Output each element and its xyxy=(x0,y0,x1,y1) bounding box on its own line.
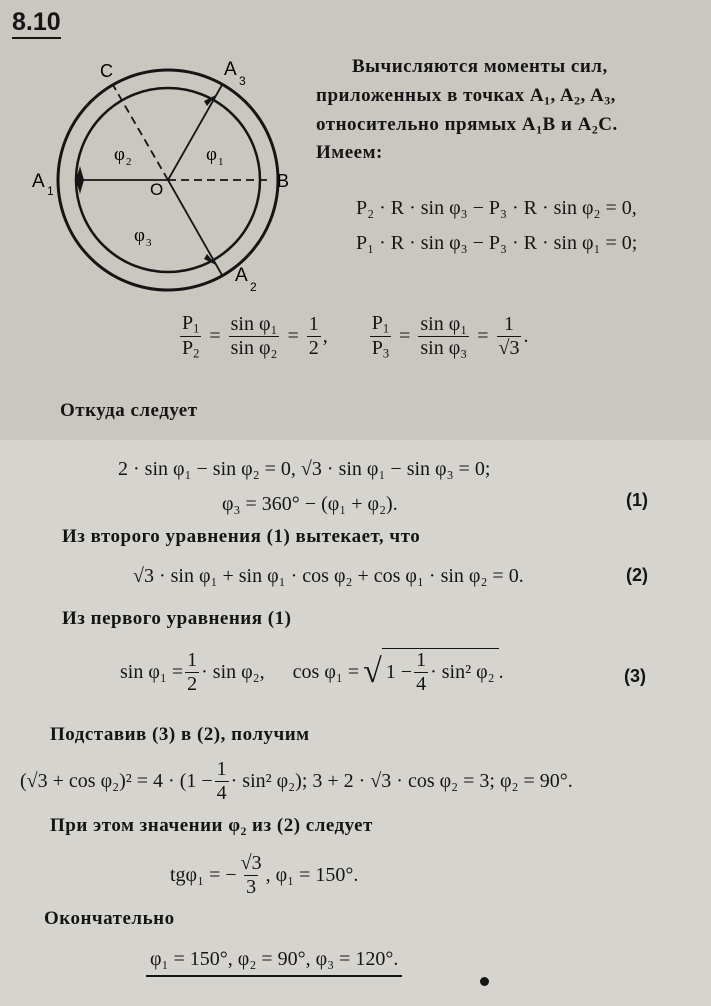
label-a3-sub: 3 xyxy=(239,74,246,88)
line-4-a: sin φ₁ = xyxy=(120,660,184,683)
ratio2-root-den: √3 xyxy=(498,336,520,359)
line-4-root-a: 1 − xyxy=(385,661,413,683)
line-4-root-b: · sin² φ₂ xyxy=(430,661,495,683)
ratio2-root-num: 1 xyxy=(503,312,514,335)
ratio1-sin-num: sin φ₁ xyxy=(230,312,278,335)
intro-line-3c: B и A xyxy=(542,114,592,135)
text-3: Подставив (3) в (2), получим xyxy=(50,724,310,745)
ratio2-p-fraction xyxy=(370,312,391,360)
equation-2: P₁ · R · sin φ₃ − P₃ · R · sin φ₁ = 0; xyxy=(356,232,638,254)
sqrt-radicand xyxy=(382,648,499,696)
ratio1-half-den: 2 xyxy=(308,336,319,359)
intro-line-3a: относительно прямых A xyxy=(316,114,537,135)
ratio1-comma: , xyxy=(322,324,328,347)
line-6-den: 3 xyxy=(246,876,257,898)
ratio2-sin-num: sin φ₁ xyxy=(420,312,468,335)
intro-line-2c: , A xyxy=(550,85,575,106)
line-4-end: . xyxy=(498,660,504,683)
line-3: √3 · sin φ₁ + sin φ₁ · cos φ₂ + cos φ₁ · sin φ₂ = 0. xyxy=(133,565,524,587)
ratio2-eq-a: = xyxy=(399,324,411,347)
line-4-quarter-num: 1 xyxy=(416,649,427,671)
line-6 xyxy=(170,852,358,899)
ratio2-p-num: $P_1$ xyxy=(371,312,390,336)
intro-line-3e: C. xyxy=(598,114,618,135)
final-dot xyxy=(480,977,489,986)
line-2: φ₃ = 360° − (φ₁ + φ₂). xyxy=(222,493,398,515)
label-a2-sub: 2 xyxy=(250,280,257,294)
line-6-a: tgφ₁ = − xyxy=(170,864,237,886)
label-o: O xyxy=(150,180,164,199)
ratio1-p-den: $P_2$ xyxy=(182,336,200,361)
ratio2-eq-b: = xyxy=(477,324,489,347)
line-6-fraction xyxy=(239,852,264,899)
line-o-a2 xyxy=(168,180,222,275)
equation-1: P₂ · R · sin φ₃ − P₃ · R · sin φ₂ = 0, xyxy=(356,197,637,219)
ratio1-p-fraction xyxy=(180,312,201,360)
line-5-quarter xyxy=(215,758,229,805)
intro-line-2e: , A xyxy=(580,85,605,106)
line-6-b: , φ₁ = 150°. xyxy=(265,864,359,886)
intro-line-3 xyxy=(316,114,618,137)
ratio1-half-fraction xyxy=(307,313,321,360)
label-phi2-sub: 2 xyxy=(126,156,132,168)
line-1: 2 · sin φ₁ − sin φ₂ = 0, √3 · sin φ₁ − sin φ₃ = 0; xyxy=(118,458,491,480)
eq-number-3: (3) xyxy=(624,666,646,686)
line-4-half xyxy=(185,649,199,696)
intro-line-3d: 2 xyxy=(591,123,599,137)
figure-circle-diagram xyxy=(30,55,300,295)
label-b: B xyxy=(277,171,290,191)
label-a3: A xyxy=(224,59,237,80)
intro-line-2d: 2 xyxy=(574,94,581,108)
problem-number: 8.10 xyxy=(12,8,61,39)
ratio1-eq-b: = xyxy=(287,324,299,347)
label-a1: A xyxy=(32,171,45,192)
label-a1-sub: 1 xyxy=(47,184,54,198)
intro-line-2a: приложенных в точках A xyxy=(316,85,545,106)
label-phi3: φ xyxy=(134,225,145,246)
text-4: При этом значении φ₂ из (2) следует xyxy=(50,815,373,836)
intro-line-4: Имеем: xyxy=(316,142,383,163)
text-5: Окончательно xyxy=(44,908,175,929)
line-4-half-num: 1 xyxy=(187,648,198,671)
line-5-b: · sin² φ₂); 3 + 2 · √3 · cos φ₂ = 3; φ₂ = 90°. xyxy=(230,770,573,792)
label-phi3-sub: 3 xyxy=(146,237,152,249)
eq-number-1: (1) xyxy=(626,490,648,510)
line-6-num: √3 xyxy=(240,852,262,874)
ratio1-sin-den: sin φ₂ xyxy=(230,336,278,359)
text-2: Из первого уравнения (1) xyxy=(62,608,292,629)
label-phi1-sub: 1 xyxy=(218,156,224,168)
line-4-quarter-den: 4 xyxy=(416,673,427,695)
ratio1-sin-fraction xyxy=(229,313,280,360)
line-5-quarter-den: 4 xyxy=(216,782,227,804)
intro-line-2b: 1 xyxy=(544,94,551,108)
sqrt-sign: √ xyxy=(363,653,382,690)
intro-line-1: Вычисляются моменты сил, xyxy=(352,56,608,77)
line-5-a: (√3 + cos φ₂)² = 4 · (1 − xyxy=(20,770,213,792)
label-phi1: φ xyxy=(206,144,217,165)
intro-line-2g: , xyxy=(610,85,616,106)
ratio-line xyxy=(178,312,528,360)
intro-line-2f: 3 xyxy=(604,94,611,108)
ratio1-p-num: $P_1$ xyxy=(182,312,200,336)
label-c: C xyxy=(100,61,113,81)
ratio2-sin-den: sin φ₃ xyxy=(420,336,468,359)
intro-line-2 xyxy=(316,85,616,108)
ratio2-root-fraction xyxy=(497,313,522,360)
eq-number-2: (2) xyxy=(626,565,648,585)
intro-line-3b: 1 xyxy=(536,123,543,137)
line-5-quarter-num: 1 xyxy=(216,758,227,780)
line-5 xyxy=(20,758,573,805)
label-a2: A xyxy=(235,265,248,286)
ratio2-sin-fraction xyxy=(418,313,469,360)
follows-label: Откуда следует xyxy=(60,400,198,421)
dashed-line-oc xyxy=(113,85,168,180)
label-phi2: φ xyxy=(114,144,125,165)
ratio2-p-den: $P_3$ xyxy=(371,336,390,361)
line-4-half-den: 2 xyxy=(187,672,198,695)
ratio1-half-num: 1 xyxy=(308,312,319,335)
line-4 xyxy=(120,648,504,696)
line-4-c: cos φ₁ = xyxy=(292,660,360,683)
line-o-a3 xyxy=(168,85,222,180)
ratio2-period: . xyxy=(523,324,529,347)
ratio1-eq-a: = xyxy=(209,324,221,347)
line-4-b: · sin φ₂, xyxy=(201,660,265,683)
final-answer: φ₁ = 150°, φ₂ = 90°, φ₃ = 120°. xyxy=(146,948,402,977)
line-4-quarter xyxy=(414,649,428,696)
text-1: Из второго уравнения (1) вытекает, что xyxy=(62,526,421,547)
